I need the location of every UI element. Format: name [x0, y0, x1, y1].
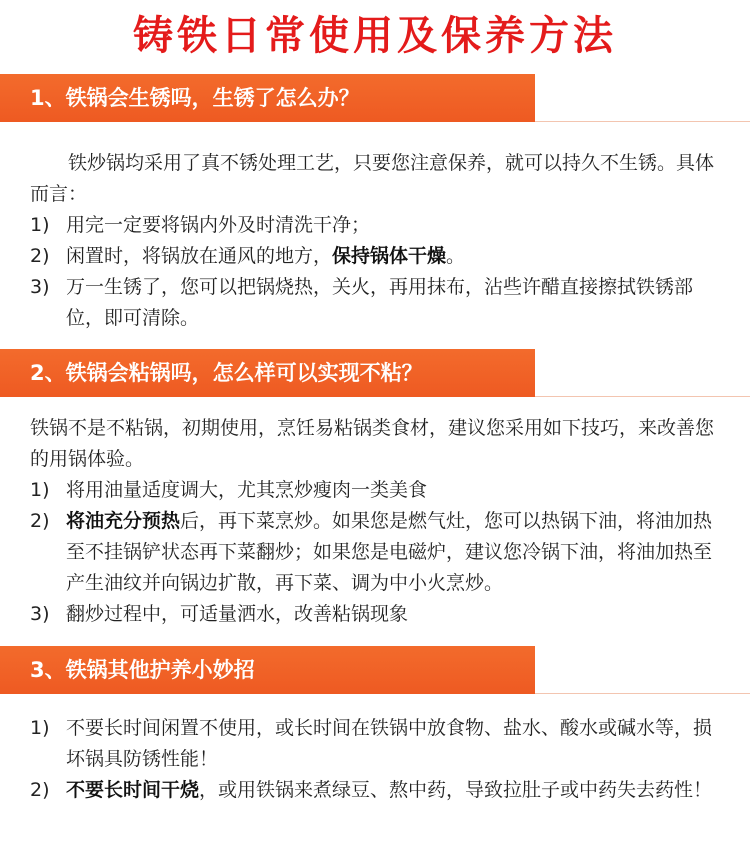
item-text: 不要长时间闲置不使用，或长时间在铁锅中放食物、盐水、酸水或碱水等，损坏锅具防锈性能！ [66, 717, 713, 770]
item-number: 1) [30, 717, 50, 739]
item-text: 闲置时，将锅放在通风的地方， [66, 245, 333, 267]
list-item [30, 272, 730, 334]
item-number: 2) [30, 779, 50, 801]
list-item [30, 210, 730, 241]
list-item [30, 599, 730, 630]
item-text: 万一生锈了，您可以把锅烧热，关火，再用抹布，沾些许醋直接擦拭铁锈部位，即可清除。 [66, 276, 694, 329]
section-1-intro: 铁炒锅均采用了真不锈处理工艺，只要您注意保养，就可以持久不生锈。具体而言： [30, 152, 715, 205]
list-item [30, 713, 730, 775]
list-item [30, 775, 730, 806]
item-number: 1) [30, 479, 50, 501]
item-number: 3) [30, 276, 50, 298]
section-1-body [30, 148, 730, 334]
item-number: 2) [30, 510, 50, 532]
item-text-tail: 。 [446, 245, 466, 267]
item-emphasis: 将油充分预热 [66, 510, 181, 532]
item-emphasis: 保持锅体干燥 [332, 245, 447, 267]
item-number: 3) [30, 603, 50, 625]
section-2-heading: 2、铁锅会粘锅吗，怎么样可以实现不粘？ [0, 349, 535, 397]
item-text: 翻炒过程中，可适量洒水，改善粘锅现象 [66, 603, 409, 625]
section-2-intro: 铁锅不是不粘锅，初期使用，烹饪易粘锅类食材，建议您采用如下技巧，来改善您的用锅体验。 [30, 417, 715, 470]
page-title: 铸铁日常使用及保养方法 [133, 13, 617, 59]
section-2-body [30, 413, 730, 630]
list-item [30, 241, 730, 272]
item-number: 2) [30, 245, 50, 267]
list-item [30, 475, 730, 506]
item-number: 1) [30, 214, 50, 236]
item-text-tail: ，或用铁锅来煮绿豆、熬中药，导致拉肚子或中药失去药性！ [199, 779, 713, 801]
section-3-heading: 3、铁锅其他护养小妙招 [0, 646, 535, 694]
section-1-heading: 1、铁锅会生锈吗，生锈了怎么办？ [0, 74, 535, 122]
item-text: 用完一定要将锅内外及时清洗干净； [66, 214, 371, 236]
list-item [30, 506, 730, 599]
item-emphasis: 不要长时间干烧 [66, 779, 200, 801]
item-text: 将用油量适度调大，尤其烹炒瘦肉一类美食 [66, 479, 428, 501]
section-3-body [30, 713, 730, 806]
item-text-tail: 后，再下菜烹炒。如果您是燃气灶，您可以热锅下油，将油加热至不挂锅铲状态再下菜翻炒；如果您是电磁炉，建议您冷锅下油，将油加热至产生油纹并向锅边扩散，再下菜、调为中小火烹炒。 [66, 510, 713, 594]
